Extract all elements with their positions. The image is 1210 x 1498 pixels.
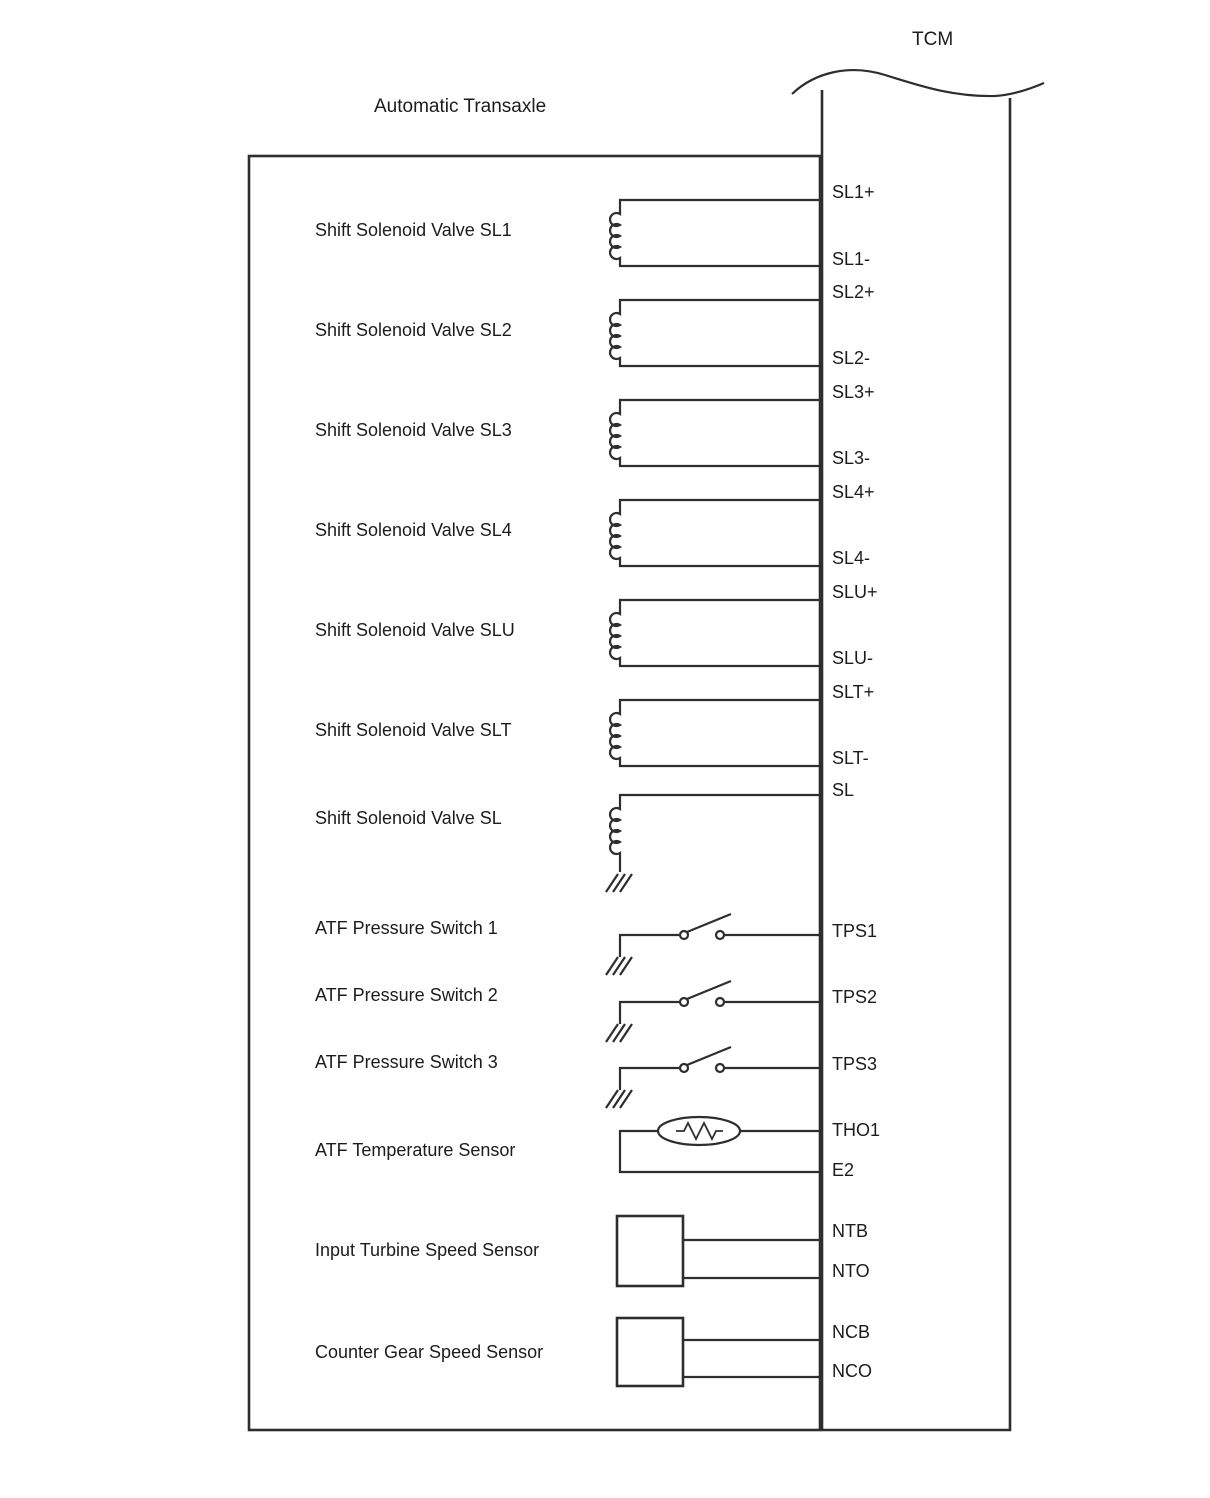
terminal-slt-minus: SLT- (832, 748, 869, 768)
terminal-slt-plus: SLT+ (832, 682, 875, 702)
label-atf-temperature-sensor: ATF Temperature Sensor (315, 1140, 516, 1160)
tcm-box (792, 70, 1044, 1430)
terminal-tps1: TPS1 (832, 921, 878, 941)
atf-pressure-switch-2-circuit (606, 981, 822, 1042)
label-atf-pressure-switch-3: ATF Pressure Switch 3 (315, 1052, 498, 1072)
transaxle-title: Automatic Transaxle (374, 96, 547, 117)
terminal-tps3: TPS3 (832, 1054, 878, 1074)
terminal-nto: NTO (832, 1261, 870, 1281)
input-turbine-speed-sensor-circuit (617, 1216, 822, 1286)
label-atf-pressure-switch-1: ATF Pressure Switch 1 (315, 918, 498, 938)
solenoid-sl1-coil-icon (610, 200, 822, 266)
terminal-ncb: NCB (832, 1322, 871, 1342)
terminal-sl1-minus: SL1- (832, 249, 871, 269)
atf-pressure-switch-3-circuit (606, 1047, 822, 1108)
switch-contact-icon (680, 998, 688, 1006)
terminal-sl4-plus: SL4+ (832, 482, 875, 502)
label-input-turbine-speed-sensor: Input Turbine Speed Sensor (315, 1240, 540, 1260)
terminal-tho1: THO1 (832, 1120, 881, 1140)
switch-contact-icon (716, 998, 724, 1006)
terminal-sl3-minus: SL3- (832, 448, 871, 468)
resistor-icon (676, 1123, 723, 1139)
label-shift-solenoid-sl3: Shift Solenoid Valve SL3 (315, 420, 512, 440)
ground-icon (606, 874, 632, 892)
solenoid-sl-coil-icon (610, 795, 822, 872)
switch-contact-icon (680, 1064, 688, 1072)
label-shift-solenoid-sl: Shift Solenoid Valve SL (315, 808, 502, 828)
solenoid-sl-coil-circuit (606, 795, 822, 892)
terminal-sl1-plus: SL1+ (832, 182, 875, 202)
terminal-sl2-plus: SL2+ (832, 282, 875, 302)
label-shift-solenoid-sl1: Shift Solenoid Valve SL1 (315, 220, 512, 240)
ground-icon (606, 1090, 632, 1108)
solenoid-slt-coil-icon (610, 700, 822, 766)
atf-pressure-switch-1-circuit (606, 914, 822, 975)
solenoid-sl2-coil-icon (610, 300, 822, 366)
tcm-title: TCM (912, 29, 954, 50)
atf-temperature-sensor-circuit (620, 1117, 822, 1172)
label-counter-gear-speed-sensor: Counter Gear Speed Sensor (315, 1342, 544, 1362)
solenoid-sl3-coil-icon (610, 400, 822, 466)
switch-contact-icon (680, 931, 688, 939)
terminal-nco: NCO (832, 1361, 872, 1381)
terminal-e2: E2 (832, 1160, 855, 1180)
speed-sensor-icon (617, 1216, 683, 1286)
solenoid-sl4-coil-icon (610, 500, 822, 566)
label-shift-solenoid-slt: Shift Solenoid Valve SLT (315, 720, 512, 740)
terminal-sl4-minus: SL4- (832, 548, 871, 568)
terminal-sl2-minus: SL2- (832, 348, 871, 368)
switch-contact-icon (716, 931, 724, 939)
label-shift-solenoid-sl2: Shift Solenoid Valve SL2 (315, 320, 512, 340)
terminal-ntb: NTB (832, 1221, 868, 1241)
counter-gear-speed-sensor-circuit (617, 1318, 822, 1386)
speed-sensor-icon (617, 1318, 683, 1386)
ground-icon (606, 957, 632, 975)
terminal-sl3-plus: SL3+ (832, 382, 875, 402)
terminal-slu-plus: SLU+ (832, 582, 878, 602)
solenoid-slu-coil-icon (610, 600, 822, 666)
label-atf-pressure-switch-2: ATF Pressure Switch 2 (315, 985, 498, 1005)
label-shift-solenoid-slu: Shift Solenoid Valve SLU (315, 620, 515, 640)
terminal-tps2: TPS2 (832, 987, 878, 1007)
switch-contact-icon (716, 1064, 724, 1072)
tcm-break-wave-icon (792, 70, 1044, 96)
ground-icon (606, 1024, 632, 1042)
terminal-slu-minus: SLU- (832, 648, 874, 668)
terminal-sl: SL (832, 780, 855, 800)
label-shift-solenoid-sl4: Shift Solenoid Valve SL4 (315, 520, 512, 540)
